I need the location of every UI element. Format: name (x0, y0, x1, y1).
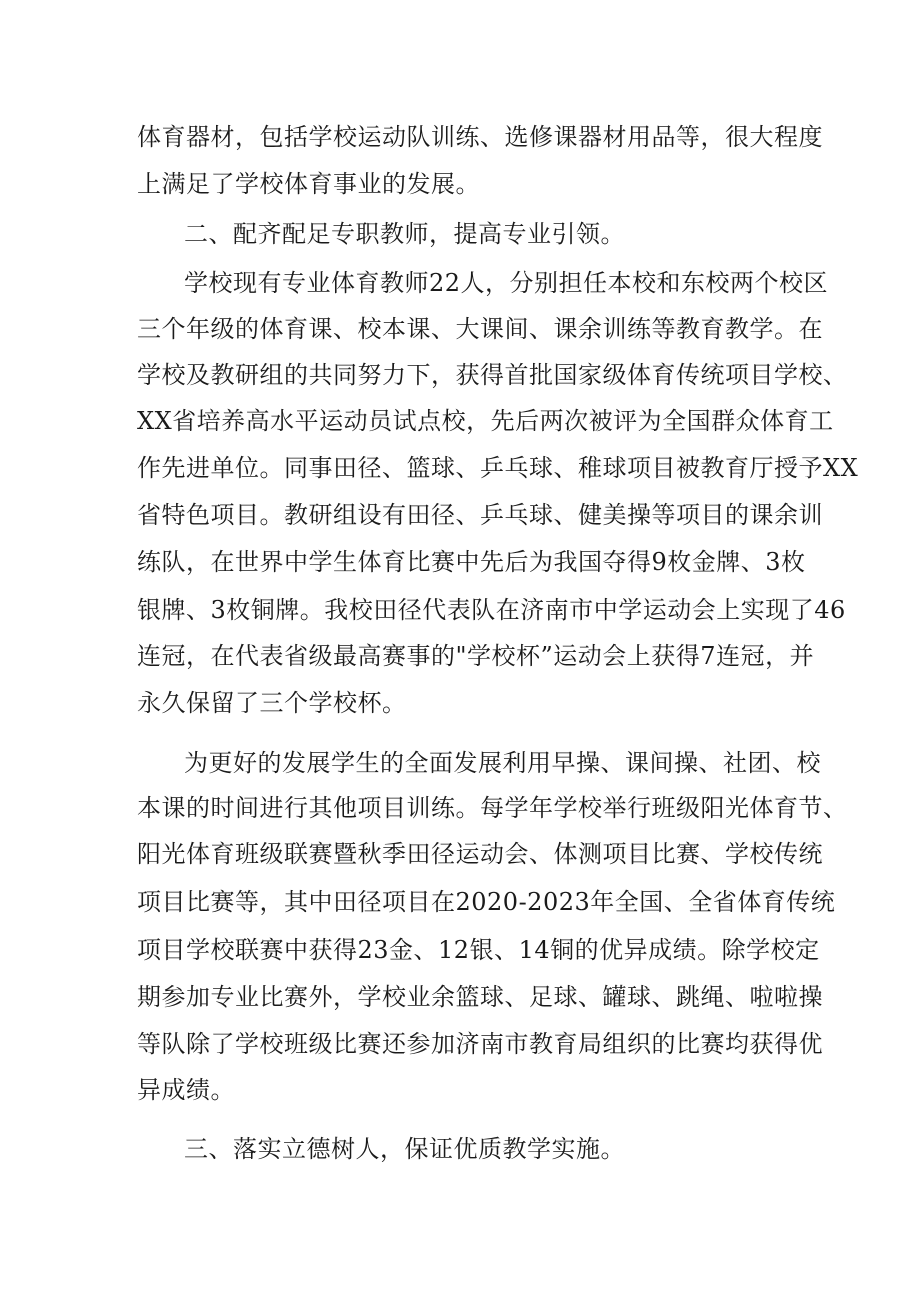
text-line: 上满足了学校体育事业的发展。 (137, 170, 480, 198)
text-line: 为更好的发展学生的全面发展利用早操、课间操、社团、校 (184, 749, 821, 777)
text-line: 异成绩。 (137, 1076, 235, 1104)
text-line: 项目学校联赛中获得23金、12银、14铜的优异成绩。除学校定 (137, 936, 820, 964)
text-line: 学校及教研组的共同努力下，获得首批国家级体育传统项目学校、 (137, 361, 848, 389)
text-line: 连冠，在代表省级最高赛事的"学校杯”运动会上获得7连冠，并 (137, 642, 815, 670)
section-heading: 三、落实立德树人，保证优质教学实施。 (184, 1135, 625, 1163)
section-heading: 二、配齐配足专职教师，提高专业引领。 (184, 220, 625, 248)
text-line: 三个年级的体育课、校本课、大课间、课余训练等教育教学。在 (137, 315, 823, 343)
text-line: 等队除了学校班级比赛还参加济南市教育局组织的比赛均获得优 (137, 1030, 823, 1058)
text-line: 项目比赛等，其中田径项目在2020-2023年全国、全省体育传统 (137, 888, 836, 916)
text-line: 省特色项目。教研组设有田径、乒乓球、健美操等项目的课余训 (137, 501, 823, 529)
text-line: 本课的时间进行其他项目训练。每学年学校举行班级阳光体育节、 (137, 794, 848, 822)
text-line: 期参加专业比赛外，学校业余篮球、足球、罐球、跳绳、啦啦操 (137, 983, 823, 1011)
text-line: 学校现有专业体育教师22人，分别担任本校和东校两个校区 (184, 269, 829, 297)
text-line: 银牌、3枚铜牌。我校田径代表队在济南市中学运动会上实现了46 (137, 596, 846, 624)
text-line: XX省培养高水平运动员试点校，先后两次被评为全国群众体育工 (137, 407, 834, 435)
text-line: 作先进单位。同事田径、篮球、乒乓球、稚球项目被教育厅授予XX (137, 454, 859, 482)
text-line: 练队，在世界中学生体育比赛中先后为我国夺得9枚金牌、3枚 (137, 548, 806, 576)
text-line: 体育器材，包括学校运动队训练、选修课器材用品等，很大程度 (137, 123, 823, 151)
text-line: 阳光体育班级联赛暨秋季田径运动会、体测项目比赛、学校传统 (137, 840, 823, 868)
text-line: 永久保留了三个学校杯。 (137, 689, 407, 717)
